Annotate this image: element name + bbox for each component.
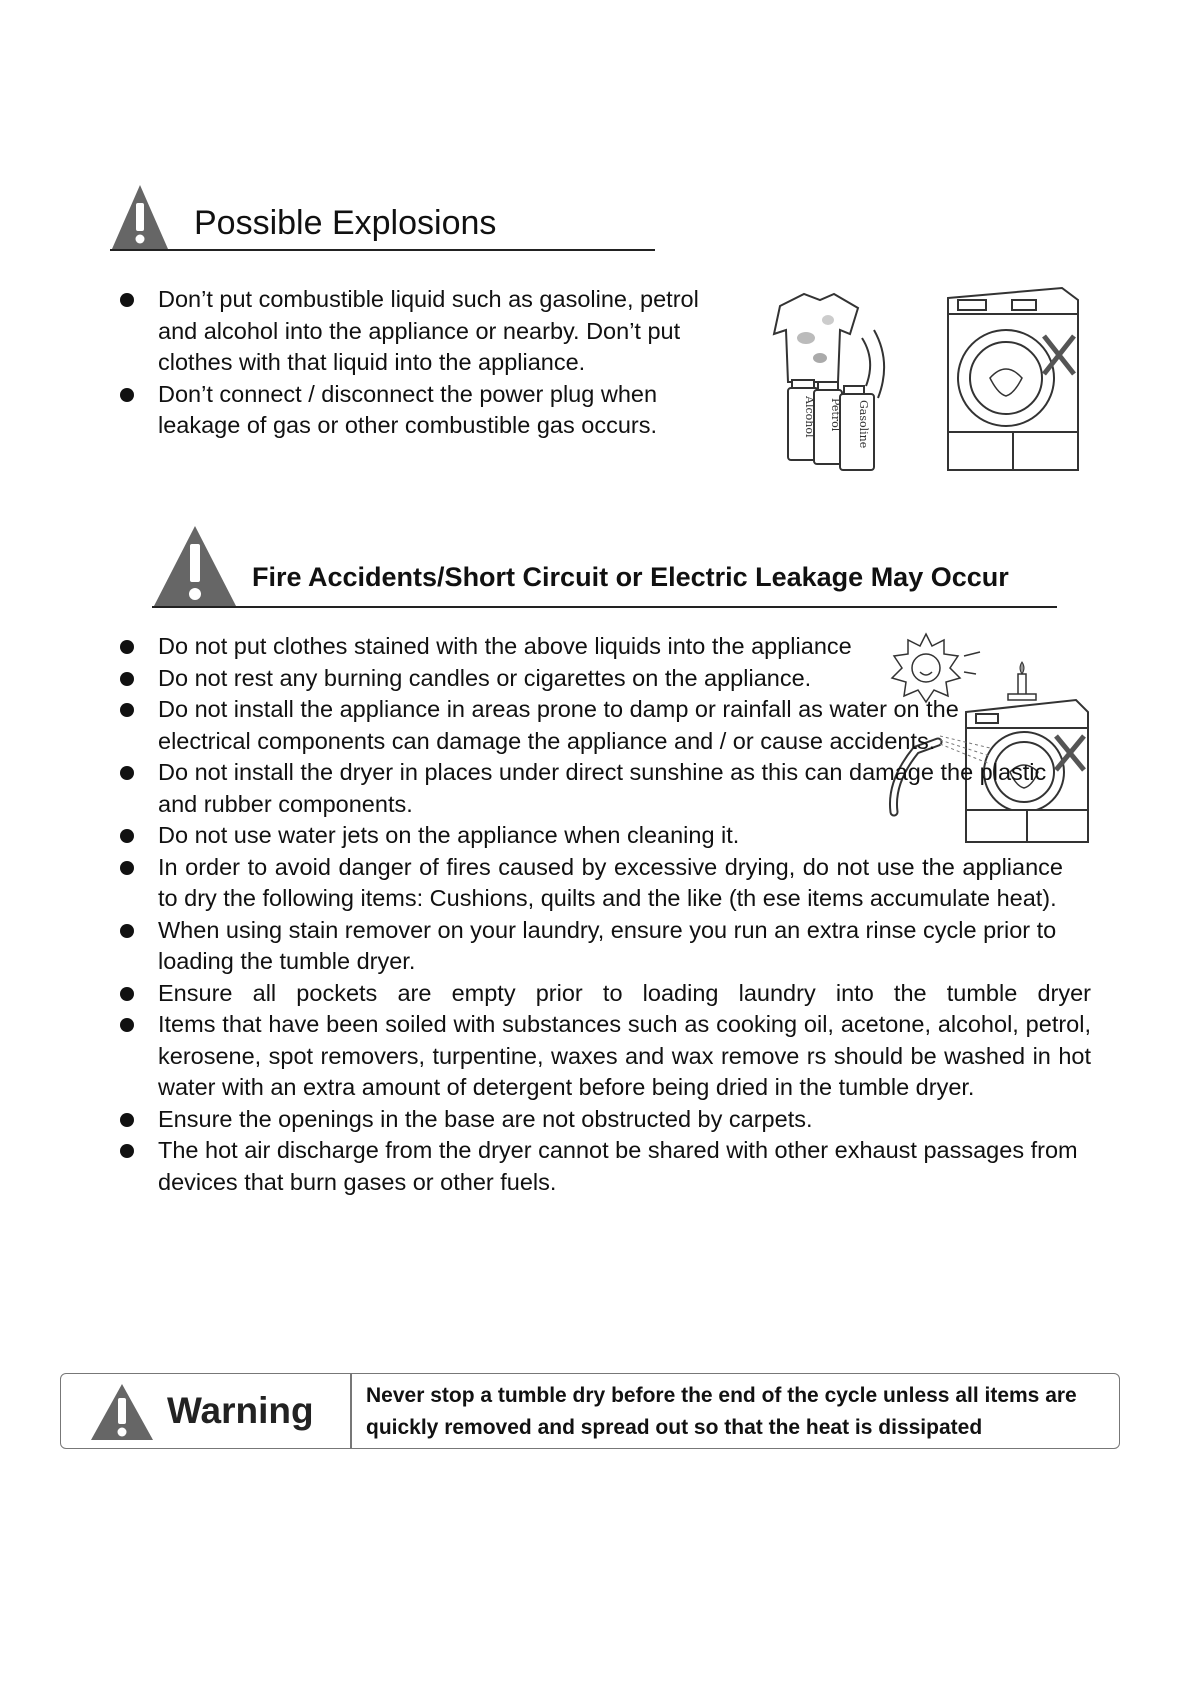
section-title-underline <box>152 606 1057 608</box>
list-item: Don’t connect / disconnect the power plug when leakage of gas or other combustible gas occurs. <box>117 379 717 442</box>
list-item: Ensure all pockets are empty prior to loading laundry into the tumble dryer <box>117 978 1091 1010</box>
list-item: When using stain remover on your laundry, ensure you run an extra rinse cycle prior to loading the tumble dryer. <box>117 915 1091 978</box>
list-item: Don’t put combustible liquid such as gasoline, petrol and alcohol into the appliance or nearby. Don’t put clothes with that liquid into the appliance. <box>117 284 717 379</box>
list-item: Do not install the dryer in places under direct sunshine as this can damage the plastic and rubber components. <box>117 757 1091 820</box>
section-title-underline <box>110 249 655 251</box>
warning-triangle-icon <box>152 524 238 608</box>
list-item: The hot air discharge from the dryer cannot be shared with other exhaust passages from devices that burn gases or other fuels. <box>117 1135 1091 1198</box>
fire-bullet-list <box>117 631 1091 1198</box>
list-item: Do not use water jets on the appliance when cleaning it. <box>117 820 1091 852</box>
list-item: In order to avoid danger of fires caused by excessive drying, do not use the appliance to dry the following items: Cushions, quilts and the like (th ese items accumulate heat). <box>117 852 1063 915</box>
bottle-label-alcohol: Alcohol <box>803 396 816 438</box>
section-title-possible-explosions: Possible Explosions <box>194 204 497 242</box>
warning-label: Warning <box>167 1390 314 1431</box>
list-item: Ensure the openings in the base are not obstructed by carpets. <box>117 1104 1091 1136</box>
list-item: Items that have been soiled with substances such as cooking oil, acetone, alcohol, petrol, kerosene, spot removers, turpentine, waxes and wax remove rs should be washed in hot water with an extra amount of detergent before being dried in the tumble dryer. <box>117 1009 1091 1104</box>
explosions-bullet-list <box>117 284 717 442</box>
section-title-fire-accidents: Fire Accidents/Short Circuit or Electric Leakage May Occur <box>252 562 1009 592</box>
warning-triangle-icon <box>110 183 170 251</box>
warning-box <box>60 1373 1120 1449</box>
list-item: Do not install the appliance in areas prone to damp or rainfall as water on the electrical components can damage the appliance and / or cause accidents. <box>117 694 961 757</box>
bottle-label-petrol: Petrol <box>829 398 842 432</box>
list-item: Do not rest any burning candles or cigarettes on the appliance. <box>117 663 961 695</box>
list-item: Do not put clothes stained with the above liquids into the appliance <box>117 631 961 663</box>
warning-divider <box>350 1374 352 1448</box>
bottle-label-gasoline: Gasoline <box>857 400 870 449</box>
flammable-liquids-illustration <box>762 286 1084 472</box>
warning-text: Never stop a tumble dry before the end of the cycle unless all items are quickly removed and spread out so that the heat is dissipated <box>366 1384 1077 1439</box>
warning-triangle-icon <box>89 1382 155 1442</box>
